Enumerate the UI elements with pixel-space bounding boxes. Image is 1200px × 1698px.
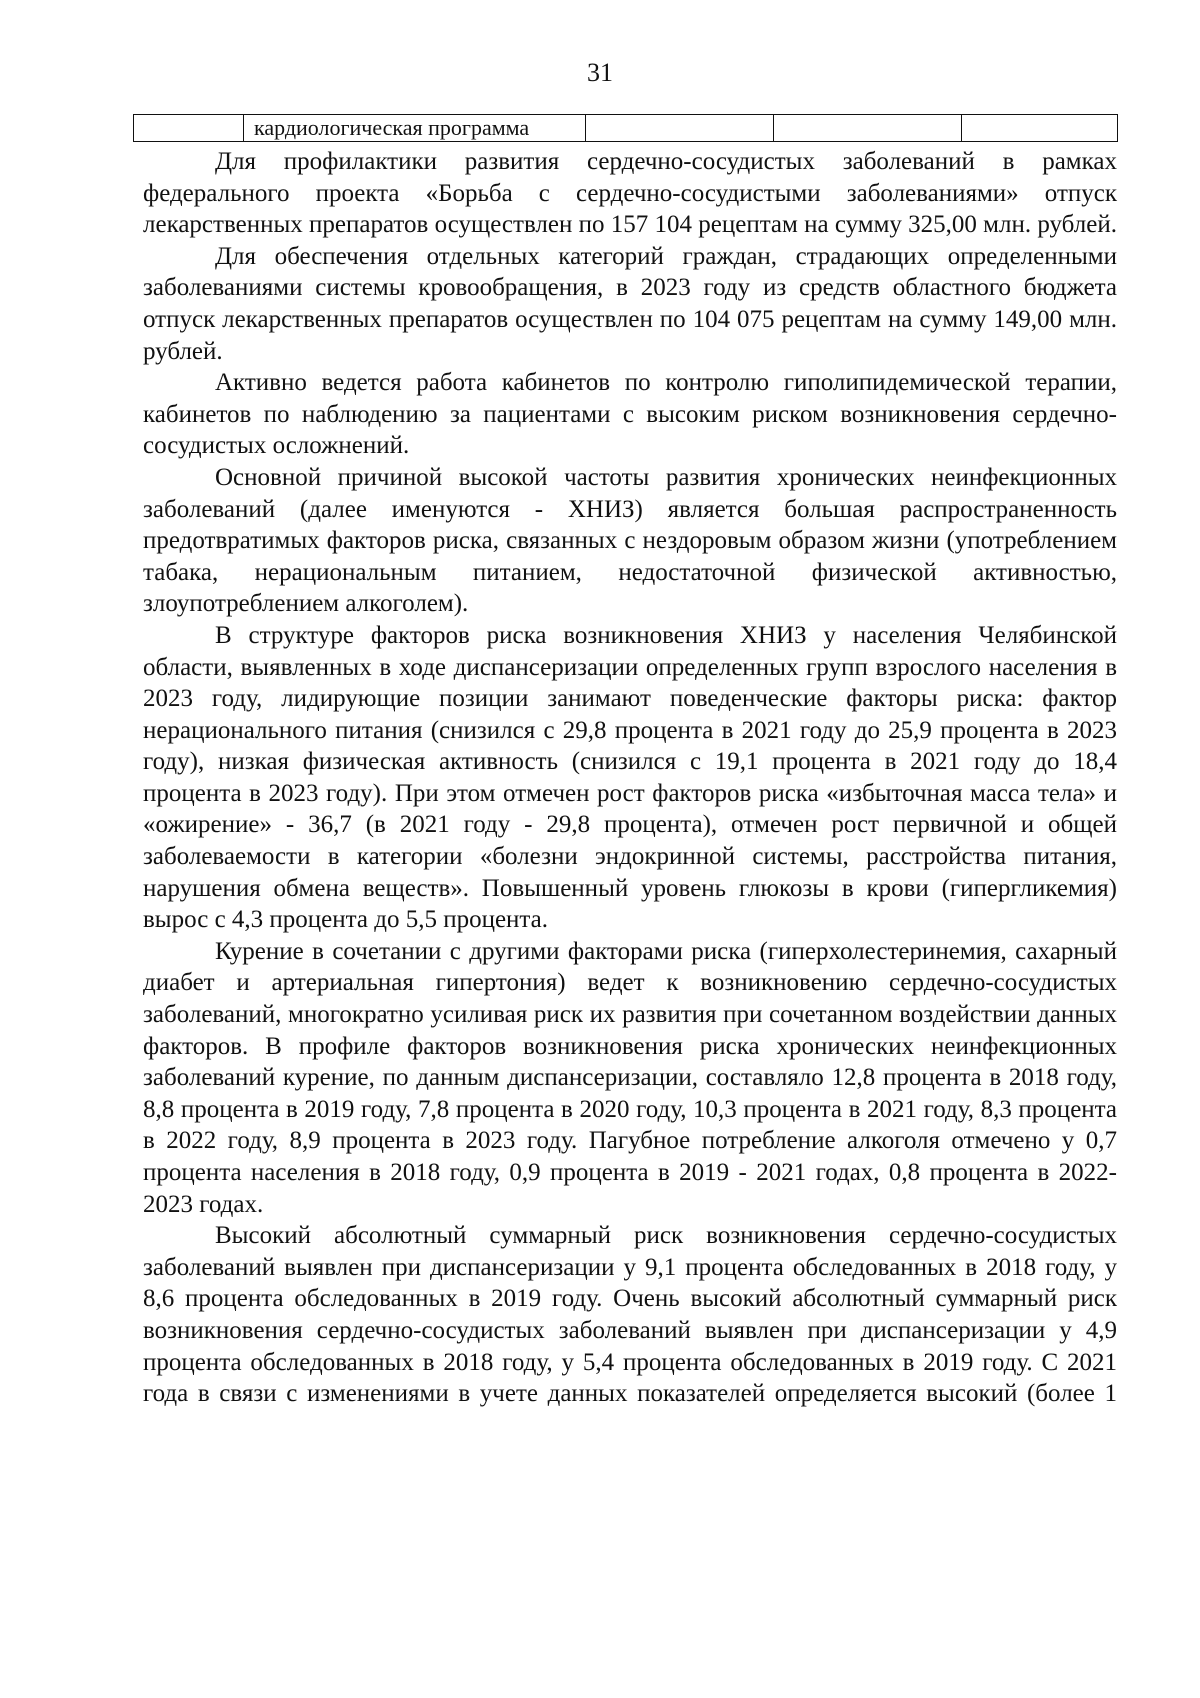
document-body bbox=[143, 146, 1117, 1410]
paragraph-lipid-cabinets: Активно ведется работа кабинетов по контролю гиполипидемической терапии, кабинетов по наблюдению за пациентами с высоким риском возникновения сердечно-сосудистых осложнений. bbox=[143, 369, 1117, 460]
table-cell-value-1 bbox=[586, 115, 774, 142]
paragraph-absolute-risk: Высокий абсолютный суммарный риск возникновения сердечно-сосудистых заболеваний выявлен при диспансеризации у 9,1 процента обследованных в 2018 году, у 8,6 процента обследованных в 2019 году. Очень высокий абсолютный суммарный риск возникновения сердечно-сосудистых заболеваний выявлен при диспансеризации у 4,9 процента обследованных в 2018 году, у 5,4 процента обследованных в 2019 году. С 2021 года в связи с изменениями в учете данных показателей определяется высокий (более 1 bbox=[143, 1222, 1117, 1408]
paragraph-dispensary-results: В структуре факторов риска возникновения ХНИЗ у населения Челябинской области, выявленных в ходе диспансеризации определенных групп взрослого населения в 2023 году, лидирующие позиции занимают поведенческие факторы риска: фактор нерационального питания (снизился с 29,8 процента в 2021 году до 25,9 процента в 2023 году), низкая физическая активность (снизился с 19,1 процента в 2021 году до 18,4 процента в 2023 году). При этом отмечен рост факторов риска «избыточная масса тела» и «ожирение» - 36,7 (в 2021 году - 29,8 процента), отмечен рост первичной и общей заболеваемости в категории «болезни эндокринной системы, расстройства питания, нарушения обмена веществ». Повышенный уровень глюкозы в крови (гипергликемия) вырос с 4,3 процента до 5,5 процента. bbox=[143, 621, 1117, 934]
table-cell-name: кардиологическая программа bbox=[244, 115, 586, 142]
table-cell-number bbox=[134, 115, 244, 142]
table-cell-value-3 bbox=[962, 115, 1118, 142]
table-row bbox=[134, 115, 1118, 142]
paragraph-smoking-alcohol: Курение в сочетании с другими факторами риска (гиперхолестеринемия, сахарный диабет и артериальная гипертония) ведет к возникновению сердечно-сосудистых заболеваний, многократно усиливая риск их развития при сочетанном воздействии данных факторов. В профиле факторов возникновения риска хронических неинфекционных заболеваний курение, по данным диспансеризации, составляло 12,8 процента в 2018 году, 8,8 процента в 2019 году, 7,8 процента в 2020 году, 10,3 процента в 2021 году, 8,3 процента в 2022 году, 8,9 процента в 2023 году. Пагубное потребление алкоголя отмечено у 0,7 процента населения в 2018 году, 0,9 процента в 2019 - 2021 годах, 0,8 процента в 2022-2023 годах. bbox=[143, 937, 1117, 1218]
table-cell-value-2 bbox=[774, 115, 962, 142]
page-number: 31 bbox=[587, 58, 613, 87]
paragraph-risk-factors: Основной причиной высокой частоты развития хронических неинфекционных заболеваний (далее именуются - ХНИЗ) является большая распространенность предотвратимых факторов риска, связанных с нездоровым образом жизни (употреблением табака, нерациональным питанием, недостаточной физической активностью, злоупотреблением алкоголем). bbox=[143, 463, 1117, 618]
table-continuation-row bbox=[133, 114, 1118, 142]
paragraph-regional-budget: Для обеспечения отдельных категорий граждан, страдающих определенными заболеваниями системы кровообращения, в 2023 году из средств областного бюджета отпуск лекарственных препаратов осуществлен по 104 075 рецептам на сумму 149,00 млн. рублей. bbox=[143, 242, 1117, 365]
paragraph-cardio-federal-project: Для профилактики развития сердечно-сосудистых заболеваний в рамках федерального проекта «Борьба с сердечно-сосудистыми заболеваниями» отпуск лекарственных препаратов осуществлен по 157 104 рецептам на сумму 325,00 млн. рублей. bbox=[143, 148, 1117, 239]
